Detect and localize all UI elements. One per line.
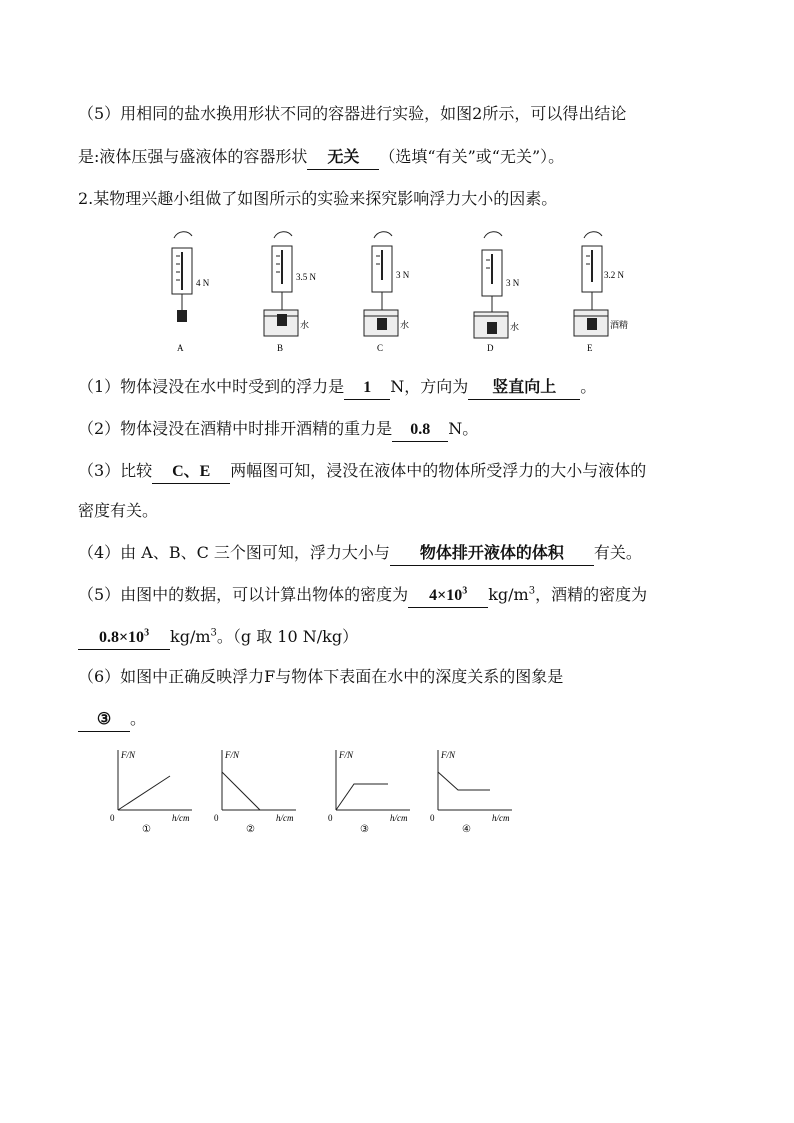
q2-p4 — [78, 542, 642, 566]
graph-1-origin: 0 — [110, 813, 115, 823]
graph-1-label: ① — [142, 824, 151, 835]
q2-p5-mid: ，酒精的密度为 — [535, 585, 648, 604]
q2-p5-unit2-exp: 3 — [210, 627, 217, 639]
q2-p1-answer1: 1 — [344, 377, 390, 400]
q2-p5-line2 — [78, 626, 358, 650]
q2-p2-end: N。 — [448, 419, 479, 438]
graph-2-xlabel: h/cm — [276, 813, 294, 823]
q1-part5-answer: 无关 — [307, 147, 379, 170]
q2-p5-answer1-exp: 3 — [462, 585, 468, 597]
graph-3-origin: 0 — [328, 813, 333, 823]
q2-p5-answer2-exp: 3 — [144, 627, 150, 639]
q2-p5-unit2: kg/m — [170, 627, 211, 646]
graph-2-origin: 0 — [214, 813, 219, 823]
q2-p2-answer: 0.8 — [392, 419, 448, 442]
panel-b-reading: 3.5 N — [296, 272, 316, 282]
q2-p6-answer: ③ — [78, 709, 130, 732]
q2-p5-unit1-exp: 3 — [528, 585, 536, 597]
panel-d — [474, 232, 520, 353]
panel-b-liquid: 水 — [300, 320, 310, 330]
panel-c — [364, 232, 410, 353]
q2-p4-answer: 物体排开液体的体积 — [390, 543, 594, 566]
graph-3 — [328, 750, 410, 835]
graphs-figure — [108, 746, 518, 838]
panel-e-liquid: 酒精 — [610, 320, 629, 330]
graph-4-ylabel: F/N — [441, 750, 456, 760]
q2-title: 2.某物理兴趣小组做了如图所示的实验来探究影响浮力大小的因素。 — [78, 189, 558, 208]
panel-d-label: D — [487, 343, 494, 353]
q2-p2 — [78, 418, 478, 442]
q1-part5-line2 — [78, 146, 564, 170]
graph-3-ylabel: F/N — [339, 750, 354, 760]
graph-4-label: ④ — [462, 824, 471, 835]
graph-1-xlabel: h/cm — [172, 813, 190, 823]
graph-2-label: ② — [246, 824, 255, 835]
q2-p3-text: （3）比较 — [78, 461, 153, 480]
graph-4-xlabel: h/cm — [492, 813, 510, 823]
panel-b — [264, 232, 317, 353]
panel-a — [172, 232, 210, 353]
q2-p6-end: 。 — [130, 709, 147, 728]
q2-p3-answer: C、E — [152, 461, 230, 484]
q2-p1-text: （1）物体浸没在水中时受到的浮力是 — [78, 377, 345, 396]
q1-part5-options: （选填“有关”或“无关”）。 — [379, 147, 565, 166]
panel-c-label: C — [377, 343, 384, 353]
panel-b-label: B — [277, 343, 284, 353]
q2-p4-end: 有关。 — [593, 543, 642, 562]
panel-a-reading: 4 N — [196, 278, 210, 288]
panel-c-liquid: 水 — [400, 320, 410, 330]
q2-p5-answer1-base: 4×10 — [429, 587, 463, 604]
q2-p5-text: （5）由图中的数据，可以计算出物体的密度为 — [78, 585, 409, 604]
q2-p1-mid: N，方向为 — [390, 377, 469, 396]
panel-a-label: A — [177, 343, 184, 353]
q2-p5-answer2 — [78, 627, 170, 650]
q2-p1 — [78, 376, 596, 400]
panel-e — [574, 232, 628, 353]
q2-p5-answer2-base: 0.8×10 — [98, 629, 145, 646]
graph-1 — [110, 750, 192, 835]
q2-p6-line2 — [78, 708, 146, 732]
graph-3-label: ③ — [360, 824, 369, 835]
q2-p4-text: （4）由 A、B、C 三个图可知，浮力大小与 — [78, 543, 390, 562]
q2-p2-text: （2）物体浸没在酒精中时排开酒精的重力是 — [78, 419, 393, 438]
q2-p1-end: 。 — [580, 377, 597, 396]
panel-e-label: E — [587, 343, 593, 353]
q2-p6-line1: （6）如图中正确反映浮力F与物体下表面在水中的深度关系的图象是 — [78, 667, 564, 686]
q2-p1-answer2: 竖直向上 — [468, 377, 580, 400]
q1-part5-line1: （5）用相同的盐水换用形状不同的容器进行实验，如图2所示，可以得出结论 — [78, 104, 627, 123]
q2-p5-unit1: kg/m — [488, 585, 529, 604]
graph-2 — [214, 750, 296, 835]
graph-2-ylabel: F/N — [225, 750, 240, 760]
panel-e-reading: 3.2 N — [604, 270, 624, 280]
graph-3-xlabel: h/cm — [390, 813, 408, 823]
q2-p5 — [78, 584, 647, 608]
panel-d-reading: 3 N — [506, 278, 520, 288]
graph-1-ylabel: F/N — [121, 750, 136, 760]
q2-p3 — [78, 460, 646, 484]
q1-part5-text: 是:液体压强与盛液体的容器形状 — [78, 147, 308, 166]
graph-4-origin: 0 — [430, 813, 435, 823]
graph-4 — [430, 750, 512, 835]
q2-p3-post: 两幅图可知，浸没在液体中的物体所受浮力的大小与液体的 — [230, 461, 647, 480]
spring-balance-figure — [160, 228, 640, 358]
q2-p5-end: 。（g 取 10 N/kg） — [216, 627, 359, 646]
q2-p5-answer1 — [408, 585, 488, 608]
panel-c-reading: 3 N — [396, 270, 410, 280]
panel-d-liquid: 水 — [510, 322, 520, 332]
q2-p3-line2: 密度有关。 — [78, 501, 159, 520]
